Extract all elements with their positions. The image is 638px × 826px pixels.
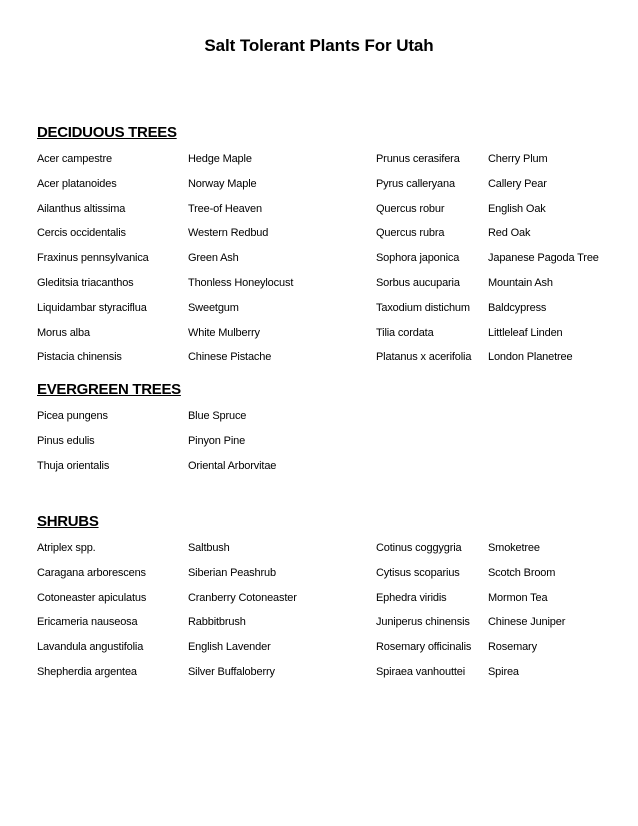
botanical-name: Quercus rubra [376, 227, 445, 240]
common-name: Silver Buffaloberry [188, 665, 275, 678]
botanical-name: Pyrus calleryana [376, 177, 455, 190]
common-name: Green Ash [188, 252, 239, 265]
table-row [0, 641, 638, 666]
botanical-name: Shepherdia argentea [37, 665, 137, 678]
botanical-name: Ericameria nauseosa [37, 616, 138, 629]
botanical-name: Juniperus chinensis [376, 616, 470, 629]
botanical-name: Pinus edulis [37, 434, 95, 447]
botanical-name: Sophora japonica [376, 252, 460, 265]
botanical-name: Quercus robur [376, 202, 445, 215]
botanical-name: Ephedra viridis [376, 591, 447, 604]
common-name: Japanese Pagoda Tree [488, 252, 599, 265]
plant-list-shrubs [0, 542, 638, 691]
common-name: Blue Spruce [188, 410, 247, 422]
common-name: Chinese Pistache [188, 351, 272, 364]
botanical-name: Cytisus scoparius [376, 566, 460, 579]
botanical-name: Fraxinus pennsylvanica [37, 252, 149, 265]
botanical-name: Liquidambar styraciflua [37, 301, 147, 314]
common-name: Chinese Juniper [488, 616, 566, 629]
botanical-name: Rosemary officinalis [376, 641, 472, 654]
botanical-name: Sorbus aucuparia [376, 276, 460, 289]
botanical-name: Cercis occidentalis [37, 227, 126, 240]
table-row [0, 435, 638, 460]
common-name: Tree-of Heaven [188, 202, 262, 215]
common-name: Mountain Ash [488, 276, 553, 289]
table-row [0, 410, 638, 435]
table-row [0, 203, 638, 228]
common-name: Norway Maple [188, 177, 257, 190]
common-name: Oriental Arborvitae [188, 459, 277, 472]
botanical-name: Caragana arborescens [37, 566, 146, 579]
table-row [0, 153, 638, 178]
common-name: Pinyon Pine [188, 434, 246, 447]
common-name: Siberian Peashrub [188, 566, 276, 579]
plant-list-evergreen-trees [0, 410, 638, 484]
table-row [0, 252, 638, 277]
botanical-name: Prunus cerasifera [376, 153, 460, 165]
common-name: Spirea [488, 665, 519, 678]
botanical-name: Acer campestre [37, 153, 112, 165]
common-name: English Lavender [188, 641, 271, 654]
common-name: English Oak [488, 202, 546, 215]
table-row [0, 227, 638, 252]
botanical-name: Platanus x acerifolia [376, 351, 472, 364]
common-name: Smoketree [488, 542, 540, 554]
section-heading-evergreen-trees: EVERGREEN TREES [37, 381, 181, 398]
common-name: Red Oak [488, 227, 531, 240]
table-row [0, 302, 638, 327]
table-row [0, 567, 638, 592]
botanical-name: Ailanthus altissima [37, 202, 126, 215]
table-row [0, 460, 638, 485]
botanical-name: Spiraea vanhouttei [376, 665, 466, 678]
botanical-name: Atriplex spp. [37, 542, 96, 554]
common-name: Scotch Broom [488, 566, 556, 579]
botanical-name: Picea pungens [37, 410, 108, 422]
botanical-name: Lavandula angustifolia [37, 641, 144, 654]
common-name: Rabbitbrush [188, 616, 246, 629]
common-name: Western Redbud [188, 227, 269, 240]
common-name: Hedge Maple [188, 153, 252, 165]
common-name: Rosemary [488, 641, 537, 654]
botanical-name: Cotinus coggygria [376, 542, 462, 554]
common-name: Callery Pear [488, 177, 547, 190]
table-row [0, 277, 638, 302]
common-name: Saltbush [188, 542, 230, 554]
botanical-name: Morus alba [37, 326, 90, 339]
table-row [0, 666, 638, 691]
common-name: Baldcypress [488, 301, 547, 314]
botanical-name: Tilia cordata [376, 326, 434, 339]
common-name: Littleleaf Linden [488, 326, 563, 339]
botanical-name: Cotoneaster apiculatus [37, 591, 147, 604]
common-name: Thonless Honeylocust [188, 276, 294, 289]
page-title: Salt Tolerant Plants For Utah [204, 36, 434, 55]
table-row [0, 542, 638, 567]
section-heading-shrubs: SHRUBS [37, 513, 99, 530]
common-name: Sweetgum [188, 301, 239, 314]
botanical-name: Taxodium distichum [376, 301, 470, 314]
common-name: Cherry Plum [488, 153, 548, 165]
botanical-name: Acer platanoides [37, 177, 117, 190]
common-name: Cranberry Cotoneaster [188, 591, 297, 604]
section-heading-deciduous-trees: DECIDUOUS TREES [37, 124, 177, 141]
common-name: London Planetree [488, 351, 573, 364]
table-row [0, 592, 638, 617]
common-name: White Mulberry [188, 326, 260, 339]
botanical-name: Pistacia chinensis [37, 351, 122, 364]
common-name: Mormon Tea [488, 591, 548, 604]
table-row [0, 327, 638, 352]
table-row [0, 178, 638, 203]
table-row [0, 616, 638, 641]
table-row [0, 351, 638, 376]
botanical-name: Gleditsia triacanthos [37, 276, 134, 289]
botanical-name: Thuja orientalis [37, 459, 110, 472]
plant-list-deciduous-trees [0, 153, 638, 376]
